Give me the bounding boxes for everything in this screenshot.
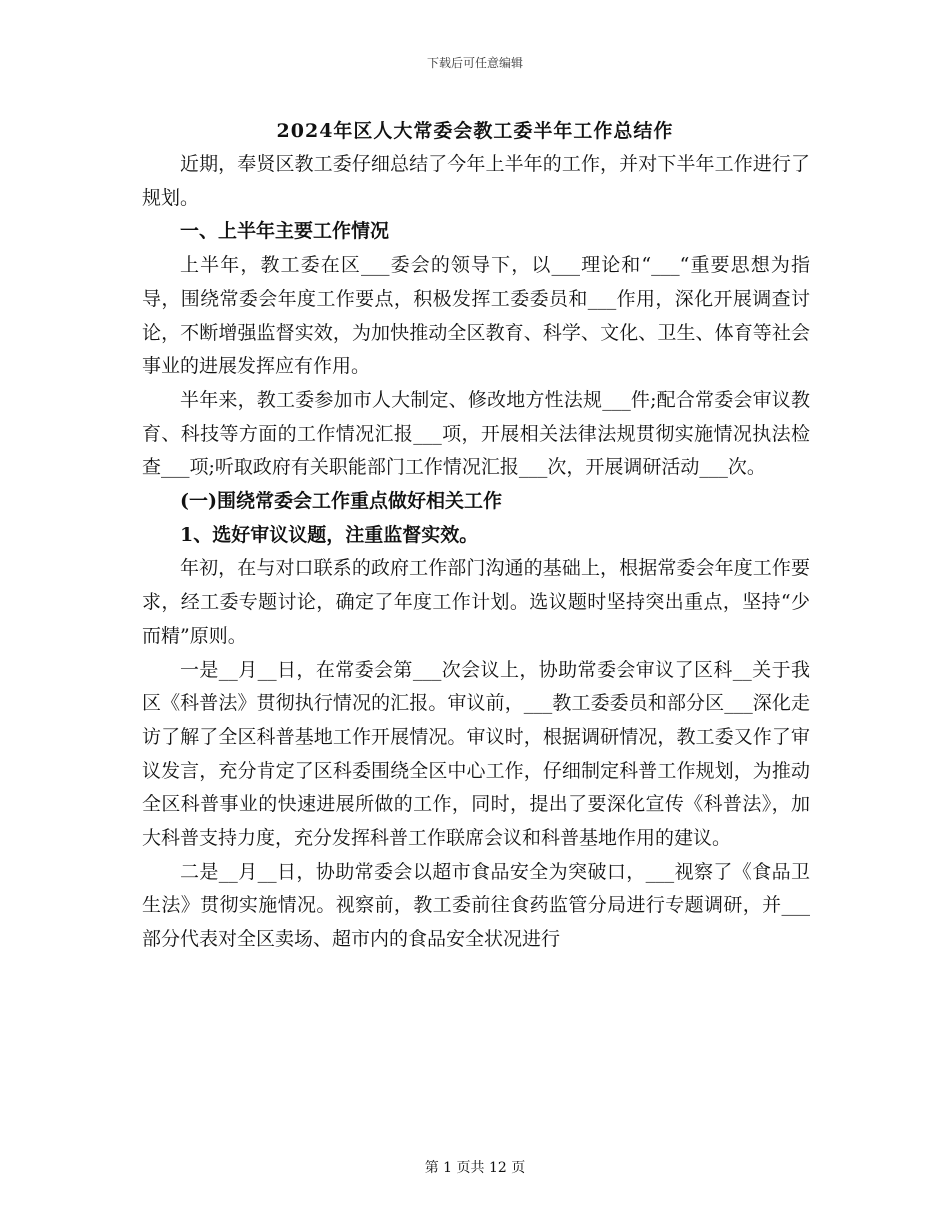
- subsection-heading: (一)围绕常委会工作重点做好相关工作: [180, 490, 502, 513]
- body-paragraph: 二是__月__日，协助常委会以超市食品安全为突破口，___视察了《食品卫生法》贯彻实施情况。视察前，教工委前往食药监管分局进行专题调研，并___部分代表对全区卖场、超市内的食品安全状况进行: [142, 860, 810, 951]
- item-heading: 1、选好审议议题，注重监督实效。: [180, 523, 479, 546]
- intro-paragraph: 近期，奉贤区教工委仔细总结了今年上半年的工作，并对下半年工作进行了规划。: [142, 153, 810, 209]
- page-footer: 第 1 页共 12 页: [424, 1160, 526, 1176]
- body-paragraph: 半年来，教工委参加市人大制定、修改地方性法规___件;配合常委会审议教育、科技等方面的工作情况汇报___项，开展相关法律法规贯彻实施情况执法检查___项;听取政府有关职能部门工作情况汇报___次，开展调研活动___次。: [142, 388, 810, 479]
- body-paragraph: 上半年，教工委在区___委会的领导下，以___理论和“___“重要思想为指导，围绕常委会年度工作要点，积极发挥工委委员和___作用，深化开展调查讨论，不断增强监督实效，为加快推动全区教育、科学、文化、卫生、体育等社会事业的进展发挥应有作用。: [142, 254, 810, 378]
- document-title: 2024年区人大常委会教工委半年工作总结作: [276, 120, 674, 142]
- header-note: 下载后可任意编辑: [426, 56, 523, 70]
- body-paragraph: 年初，在与对口联系的政府工作部门沟通的基础上，根据常委会年度工作要求，经工委专题讨论，确定了年度工作计划。选议题时坚持突出重点，坚持“少而精”原则。: [142, 557, 810, 647]
- document-body: [142, 148, 810, 957]
- section-heading: 一、上半年主要工作情况: [180, 220, 390, 243]
- body-paragraph: 一是__月__日，在常委会第___次会议上，协助常委会审议了区科__关于我区《科普法》贯彻执行情况的汇报。审议前，___教工委委员和部分区___深化走访了解了全区科普基地工作开展情况。审议时，根据调研情况，教工委又作了审议发言，充分肯定了区科委围绕全区中心工作，仔细制定科普工作规划，为推动全区科普事业的快速进展所做的工作，同时，提出了要深化宣传《科普法》，加大科普支持力度，充分发挥科普工作联席会议和科普基地作用的建议。: [142, 658, 810, 850]
